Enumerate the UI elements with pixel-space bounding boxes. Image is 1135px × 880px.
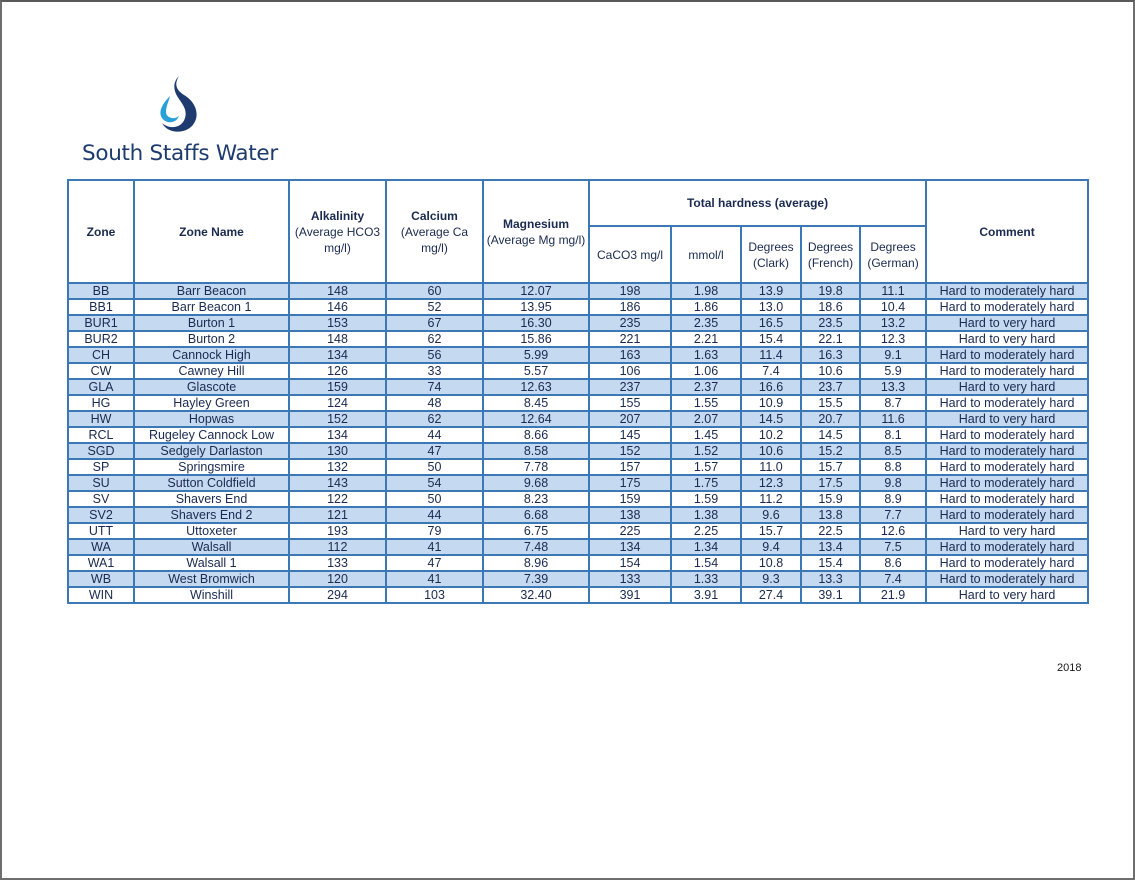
cell-alkalinity: 132: [289, 459, 386, 475]
cell-zone-name: Burton 1: [134, 315, 289, 331]
header-magnesium-sub: (Average Mg mg/l): [486, 232, 586, 247]
header-calcium: [386, 180, 483, 283]
cell-degrees-clark: 11.4: [741, 347, 801, 363]
cell-comment: Hard to very hard: [926, 523, 1088, 539]
header-magnesium: [483, 180, 589, 283]
cell-magnesium: 12.64: [483, 411, 589, 427]
cell-calcium: 33: [386, 363, 483, 379]
cell-alkalinity: 126: [289, 363, 386, 379]
cell-degrees-french: 15.9: [801, 491, 860, 507]
cell-magnesium: 16.30: [483, 315, 589, 331]
cell-caco3: 155: [589, 395, 671, 411]
cell-zone-name: Hopwas: [134, 411, 289, 427]
cell-comment: Hard to moderately hard: [926, 475, 1088, 491]
cell-zone-name: Winshill: [134, 587, 289, 603]
cell-magnesium: 13.95: [483, 299, 589, 315]
water-drop-icon: [152, 74, 218, 136]
cell-zone-name: Barr Beacon 1: [134, 299, 289, 315]
cell-comment: Hard to very hard: [926, 315, 1088, 331]
table-row: [68, 491, 1088, 507]
cell-caco3: 207: [589, 411, 671, 427]
cell-alkalinity: 143: [289, 475, 386, 491]
cell-caco3: 175: [589, 475, 671, 491]
cell-mmol: 1.86: [671, 299, 741, 315]
cell-degrees-german: 13.3: [860, 379, 926, 395]
table-row: [68, 299, 1088, 315]
cell-magnesium: 7.48: [483, 539, 589, 555]
cell-degrees-german: 5.9: [860, 363, 926, 379]
cell-zone-name: Rugeley Cannock Low: [134, 427, 289, 443]
cell-degrees-french: 19.8: [801, 283, 860, 299]
cell-caco3: 152: [589, 443, 671, 459]
cell-alkalinity: 124: [289, 395, 386, 411]
cell-calcium: 62: [386, 411, 483, 427]
cell-magnesium: 8.23: [483, 491, 589, 507]
cell-magnesium: 7.39: [483, 571, 589, 587]
cell-zone: BUR1: [68, 315, 134, 331]
cell-comment: Hard to moderately hard: [926, 395, 1088, 411]
cell-zone: CW: [68, 363, 134, 379]
cell-degrees-clark: 7.4: [741, 363, 801, 379]
header-zone: Zone: [68, 180, 134, 283]
cell-comment: Hard to moderately hard: [926, 539, 1088, 555]
cell-zone-name: Burton 2: [134, 331, 289, 347]
cell-zone-name: Glascote: [134, 379, 289, 395]
cell-degrees-clark: 10.8: [741, 555, 801, 571]
cell-degrees-clark: 9.3: [741, 571, 801, 587]
cell-zone: SV2: [68, 507, 134, 523]
cell-zone-name: Cannock High: [134, 347, 289, 363]
cell-caco3: 225: [589, 523, 671, 539]
header-caco3: CaCO3 mg/l: [589, 226, 671, 283]
cell-degrees-clark: 10.9: [741, 395, 801, 411]
cell-degrees-french: 22.1: [801, 331, 860, 347]
cell-degrees-german: 11.6: [860, 411, 926, 427]
cell-calcium: 44: [386, 507, 483, 523]
cell-alkalinity: 134: [289, 427, 386, 443]
cell-degrees-clark: 16.5: [741, 315, 801, 331]
cell-degrees-french: 13.4: [801, 539, 860, 555]
cell-degrees-clark: 13.0: [741, 299, 801, 315]
cell-degrees-clark: 13.9: [741, 283, 801, 299]
cell-alkalinity: 153: [289, 315, 386, 331]
cell-comment: Hard to moderately hard: [926, 347, 1088, 363]
table-row: [68, 443, 1088, 459]
header-alkalinity-sub: (Average HCO3 mg/l): [294, 224, 381, 255]
cell-zone: HG: [68, 395, 134, 411]
table-row: [68, 587, 1088, 603]
cell-calcium: 44: [386, 427, 483, 443]
cell-zone: GLA: [68, 379, 134, 395]
cell-alkalinity: 193: [289, 523, 386, 539]
cell-alkalinity: 134: [289, 347, 386, 363]
table-row: [68, 539, 1088, 555]
cell-degrees-german: 7.5: [860, 539, 926, 555]
table-body: [68, 283, 1088, 603]
cell-caco3: 134: [589, 539, 671, 555]
cell-alkalinity: 294: [289, 587, 386, 603]
table-row: [68, 331, 1088, 347]
cell-alkalinity: 146: [289, 299, 386, 315]
cell-zone: SGD: [68, 443, 134, 459]
table-row: [68, 411, 1088, 427]
cell-mmol: 2.35: [671, 315, 741, 331]
cell-zone: WIN: [68, 587, 134, 603]
cell-degrees-german: 12.3: [860, 331, 926, 347]
cell-calcium: 67: [386, 315, 483, 331]
header-mmol: mmol/l: [671, 226, 741, 283]
cell-comment: Hard to moderately hard: [926, 427, 1088, 443]
cell-zone: BB: [68, 283, 134, 299]
cell-degrees-clark: 11.0: [741, 459, 801, 475]
table-row: [68, 507, 1088, 523]
table-row: [68, 395, 1088, 411]
cell-degrees-german: 21.9: [860, 587, 926, 603]
cell-magnesium: 12.07: [483, 283, 589, 299]
table-row: [68, 427, 1088, 443]
header-zone-name: Zone Name: [134, 180, 289, 283]
cell-degrees-french: 23.5: [801, 315, 860, 331]
cell-calcium: 48: [386, 395, 483, 411]
cell-mmol: 1.55: [671, 395, 741, 411]
header-degrees-french: Degrees (French): [801, 226, 860, 283]
cell-degrees-clark: 9.4: [741, 539, 801, 555]
cell-degrees-french: 13.8: [801, 507, 860, 523]
cell-calcium: 79: [386, 523, 483, 539]
cell-calcium: 41: [386, 571, 483, 587]
cell-comment: Hard to moderately hard: [926, 459, 1088, 475]
cell-caco3: 186: [589, 299, 671, 315]
cell-zone: SV: [68, 491, 134, 507]
cell-zone-name: Sutton Coldfield: [134, 475, 289, 491]
cell-mmol: 2.25: [671, 523, 741, 539]
cell-alkalinity: 122: [289, 491, 386, 507]
cell-degrees-french: 13.3: [801, 571, 860, 587]
table-row: [68, 475, 1088, 491]
cell-caco3: 163: [589, 347, 671, 363]
table-row: [68, 571, 1088, 587]
cell-degrees-german: 13.2: [860, 315, 926, 331]
cell-zone: WB: [68, 571, 134, 587]
cell-magnesium: 9.68: [483, 475, 589, 491]
cell-degrees-german: 9.1: [860, 347, 926, 363]
cell-degrees-french: 15.7: [801, 459, 860, 475]
cell-zone: RCL: [68, 427, 134, 443]
cell-mmol: 1.57: [671, 459, 741, 475]
cell-zone: CH: [68, 347, 134, 363]
brand-name: South Staffs Water: [82, 141, 278, 166]
cell-calcium: 41: [386, 539, 483, 555]
cell-mmol: 1.38: [671, 507, 741, 523]
cell-magnesium: 32.40: [483, 587, 589, 603]
cell-mmol: 1.52: [671, 443, 741, 459]
header-calcium-sub: (Average Ca mg/l): [400, 224, 469, 255]
cell-magnesium: 8.45: [483, 395, 589, 411]
cell-calcium: 56: [386, 347, 483, 363]
cell-zone: HW: [68, 411, 134, 427]
cell-comment: Hard to moderately hard: [926, 555, 1088, 571]
report-year: 2018: [1057, 662, 1082, 674]
table-row: [68, 523, 1088, 539]
cell-mmol: 1.54: [671, 555, 741, 571]
cell-magnesium: 7.78: [483, 459, 589, 475]
cell-zone-name: Uttoxeter: [134, 523, 289, 539]
cell-alkalinity: 133: [289, 555, 386, 571]
cell-zone-name: Hayley Green: [134, 395, 289, 411]
cell-degrees-clark: 16.6: [741, 379, 801, 395]
cell-degrees-clark: 9.6: [741, 507, 801, 523]
cell-calcium: 62: [386, 331, 483, 347]
cell-degrees-german: 8.5: [860, 443, 926, 459]
cell-degrees-french: 22.5: [801, 523, 860, 539]
cell-magnesium: 8.96: [483, 555, 589, 571]
cell-alkalinity: 121: [289, 507, 386, 523]
cell-magnesium: 12.63: [483, 379, 589, 395]
cell-alkalinity: 120: [289, 571, 386, 587]
cell-comment: Hard to very hard: [926, 411, 1088, 427]
table-row: [68, 363, 1088, 379]
cell-calcium: 47: [386, 555, 483, 571]
cell-mmol: 2.07: [671, 411, 741, 427]
table-row: [68, 379, 1088, 395]
cell-degrees-clark: 10.2: [741, 427, 801, 443]
cell-zone-name: West Bromwich: [134, 571, 289, 587]
cell-calcium: 74: [386, 379, 483, 395]
cell-mmol: 1.75: [671, 475, 741, 491]
cell-caco3: 237: [589, 379, 671, 395]
cell-caco3: 391: [589, 587, 671, 603]
cell-mmol: 1.98: [671, 283, 741, 299]
cell-alkalinity: 152: [289, 411, 386, 427]
cell-zone: BB1: [68, 299, 134, 315]
table-row: [68, 283, 1088, 299]
cell-alkalinity: 130: [289, 443, 386, 459]
cell-comment: Hard to moderately hard: [926, 283, 1088, 299]
cell-mmol: 1.45: [671, 427, 741, 443]
cell-degrees-german: 8.9: [860, 491, 926, 507]
cell-zone-name: Cawney Hill: [134, 363, 289, 379]
cell-degrees-clark: 27.4: [741, 587, 801, 603]
cell-magnesium: 6.75: [483, 523, 589, 539]
cell-zone-name: Sedgely Darlaston: [134, 443, 289, 459]
cell-degrees-german: 12.6: [860, 523, 926, 539]
cell-degrees-clark: 10.6: [741, 443, 801, 459]
cell-alkalinity: 112: [289, 539, 386, 555]
cell-degrees-clark: 14.5: [741, 411, 801, 427]
cell-zone-name: Walsall 1: [134, 555, 289, 571]
header-alkalinity-title: Alkalinity: [310, 208, 365, 223]
cell-calcium: 47: [386, 443, 483, 459]
table-row: [68, 555, 1088, 571]
cell-degrees-french: 23.7: [801, 379, 860, 395]
cell-zone: UTT: [68, 523, 134, 539]
cell-caco3: 235: [589, 315, 671, 331]
cell-mmol: 1.06: [671, 363, 741, 379]
cell-zone-name: Shavers End 2: [134, 507, 289, 523]
cell-degrees-clark: 15.4: [741, 331, 801, 347]
cell-mmol: 1.34: [671, 539, 741, 555]
cell-caco3: 157: [589, 459, 671, 475]
table-row: [68, 347, 1088, 363]
header-comment: Comment: [926, 180, 1088, 283]
header-total-hardness: Total hardness (average): [589, 180, 926, 226]
cell-comment: Hard to very hard: [926, 587, 1088, 603]
cell-mmol: 1.63: [671, 347, 741, 363]
cell-comment: Hard to moderately hard: [926, 507, 1088, 523]
cell-degrees-german: 8.6: [860, 555, 926, 571]
cell-magnesium: 5.99: [483, 347, 589, 363]
cell-comment: Hard to moderately hard: [926, 571, 1088, 587]
cell-mmol: 1.33: [671, 571, 741, 587]
water-hardness-table: [67, 179, 1089, 604]
cell-zone: WA: [68, 539, 134, 555]
cell-mmol: 2.37: [671, 379, 741, 395]
header-calcium-title: Calcium: [411, 208, 458, 223]
header-alkalinity: [289, 180, 386, 283]
cell-caco3: 133: [589, 571, 671, 587]
cell-degrees-german: 10.4: [860, 299, 926, 315]
cell-magnesium: 5.57: [483, 363, 589, 379]
header-degrees-clark: Degrees (Clark): [741, 226, 801, 283]
cell-degrees-french: 16.3: [801, 347, 860, 363]
cell-calcium: 50: [386, 459, 483, 475]
cell-caco3: 145: [589, 427, 671, 443]
cell-degrees-french: 17.5: [801, 475, 860, 491]
cell-zone-name: Barr Beacon: [134, 283, 289, 299]
cell-degrees-french: 39.1: [801, 587, 860, 603]
cell-calcium: 60: [386, 283, 483, 299]
cell-calcium: 103: [386, 587, 483, 603]
cell-zone: WA1: [68, 555, 134, 571]
cell-zone: SP: [68, 459, 134, 475]
cell-mmol: 1.59: [671, 491, 741, 507]
cell-degrees-german: 7.7: [860, 507, 926, 523]
cell-calcium: 54: [386, 475, 483, 491]
cell-alkalinity: 148: [289, 283, 386, 299]
cell-zone: BUR2: [68, 331, 134, 347]
table-row: [68, 315, 1088, 331]
header-degrees-german: Degrees (German): [860, 226, 926, 283]
cell-magnesium: 6.68: [483, 507, 589, 523]
cell-zone: SU: [68, 475, 134, 491]
cell-calcium: 52: [386, 299, 483, 315]
cell-caco3: 159: [589, 491, 671, 507]
cell-degrees-clark: 11.2: [741, 491, 801, 507]
cell-comment: Hard to very hard: [926, 331, 1088, 347]
cell-magnesium: 8.66: [483, 427, 589, 443]
cell-comment: Hard to moderately hard: [926, 491, 1088, 507]
cell-comment: Hard to moderately hard: [926, 299, 1088, 315]
cell-caco3: 198: [589, 283, 671, 299]
cell-zone-name: Shavers End: [134, 491, 289, 507]
cell-degrees-french: 15.5: [801, 395, 860, 411]
cell-degrees-clark: 15.7: [741, 523, 801, 539]
cell-degrees-french: 10.6: [801, 363, 860, 379]
cell-alkalinity: 159: [289, 379, 386, 395]
cell-degrees-french: 20.7: [801, 411, 860, 427]
cell-degrees-german: 11.1: [860, 283, 926, 299]
cell-comment: Hard to moderately hard: [926, 443, 1088, 459]
header-magnesium-title: Magnesium: [502, 216, 569, 231]
cell-degrees-german: 9.8: [860, 475, 926, 491]
cell-degrees-german: 8.8: [860, 459, 926, 475]
table-row: [68, 459, 1088, 475]
cell-magnesium: 8.58: [483, 443, 589, 459]
cell-comment: Hard to moderately hard: [926, 363, 1088, 379]
cell-mmol: 3.91: [671, 587, 741, 603]
cell-magnesium: 15.86: [483, 331, 589, 347]
cell-degrees-german: 7.4: [860, 571, 926, 587]
cell-mmol: 2.21: [671, 331, 741, 347]
cell-caco3: 106: [589, 363, 671, 379]
cell-degrees-french: 14.5: [801, 427, 860, 443]
cell-caco3: 154: [589, 555, 671, 571]
cell-degrees-french: 15.4: [801, 555, 860, 571]
cell-caco3: 138: [589, 507, 671, 523]
cell-degrees-german: 8.1: [860, 427, 926, 443]
cell-caco3: 221: [589, 331, 671, 347]
cell-zone-name: Walsall: [134, 539, 289, 555]
cell-calcium: 50: [386, 491, 483, 507]
cell-degrees-french: 18.6: [801, 299, 860, 315]
cell-zone-name: Springsmire: [134, 459, 289, 475]
cell-alkalinity: 148: [289, 331, 386, 347]
cell-degrees-german: 8.7: [860, 395, 926, 411]
cell-degrees-french: 15.2: [801, 443, 860, 459]
cell-degrees-clark: 12.3: [741, 475, 801, 491]
cell-comment: Hard to very hard: [926, 379, 1088, 395]
